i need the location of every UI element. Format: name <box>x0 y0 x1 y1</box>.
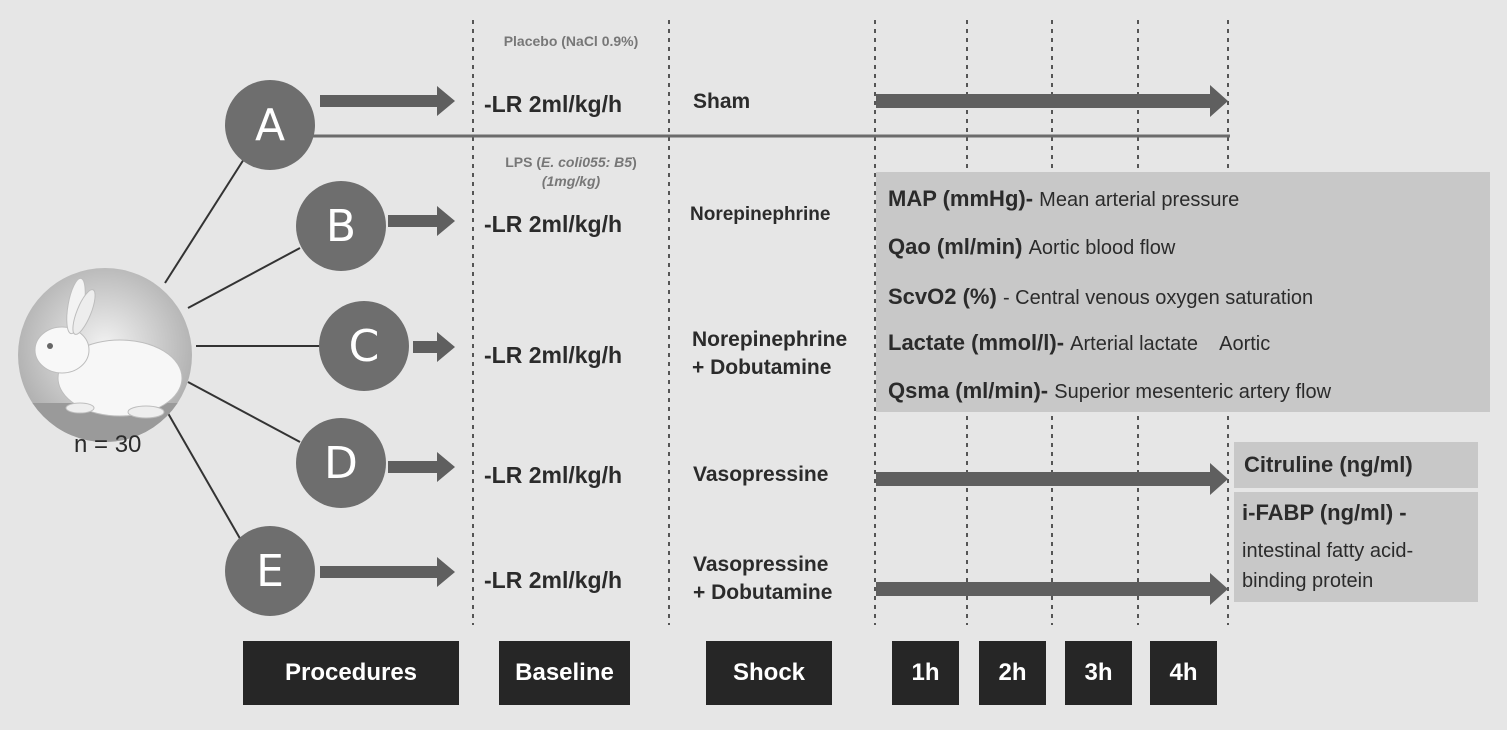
group-a-drug: Sham <box>693 90 751 113</box>
group-a-lr: -LR 2ml/kg/h <box>484 91 623 117</box>
connector-e <box>165 408 242 542</box>
phase-shock: Shock <box>706 641 832 705</box>
group-c-drug-line2: + Dobutamine <box>692 356 832 379</box>
measurement-qao-desc: Aortic blood flow <box>1028 237 1176 259</box>
phase-4h: 4h <box>1150 641 1217 705</box>
measurement-scvo2-desc: - Central venous oxygen saturation <box>1002 287 1314 309</box>
group-b-drug: Norepinephrine <box>690 204 831 225</box>
ifabp-label: i-FABP (ng/ml) - <box>1242 500 1407 525</box>
citruline-label: Citruline (ng/ml) <box>1244 452 1413 477</box>
phase-1h: 1h <box>892 641 959 705</box>
lps-label <box>478 153 664 191</box>
group-c-lr: -LR 2ml/kg/h <box>484 342 623 368</box>
measurement-map-desc: Mean arterial pressure <box>1039 189 1240 211</box>
group-d-drug: Vasopressine <box>693 463 829 486</box>
phase-2h: 2h <box>979 641 1046 705</box>
connector-b <box>188 248 300 308</box>
measurement-map <box>888 186 1239 212</box>
measurement-lactate-label: Lactate (mmol/l)- <box>888 330 1065 355</box>
lps-suffix: ) <box>632 154 637 170</box>
measurement-qsma-label: Qsma (ml/min)- <box>888 378 1049 403</box>
group-e-drug-line2: + Dobutamine <box>693 581 833 604</box>
connector-d <box>188 382 300 442</box>
group-e-lr: -LR 2ml/kg/h <box>484 567 623 593</box>
placebo-label: Placebo (NaCl 0.9%) <box>503 33 639 49</box>
measurement-qsma-desc: Superior mesenteric artery flow <box>1054 381 1332 403</box>
group-d-letter: D <box>324 437 358 489</box>
lps-strain: E. coli055: B5 <box>541 154 633 170</box>
phase-3h: 3h <box>1065 641 1132 705</box>
group-c-letter: C <box>348 320 380 372</box>
measurement-qao <box>888 234 1175 260</box>
group-c-drug-line1: Norepinephrine <box>692 328 848 351</box>
rabbit-photo <box>18 268 192 442</box>
arrow-b-baseline <box>388 206 455 236</box>
ifabp-desc-line1: intestinal fatty acid- <box>1242 540 1414 562</box>
measurement-qao-label: Qao (ml/min) <box>888 234 1023 259</box>
group-d-lr: -LR 2ml/kg/h <box>484 462 623 488</box>
lps-dose: (1mg/kg) <box>541 173 601 189</box>
group-e-drug-line1: Vasopressine <box>693 553 829 576</box>
measurement-scvo2 <box>888 284 1313 310</box>
group-a-letter: A <box>254 99 286 151</box>
sample-size-label: n = 30 <box>74 431 142 458</box>
phase-procedures: Procedures <box>243 641 459 705</box>
lps-prefix: LPS ( <box>505 154 542 170</box>
arrow-a-baseline <box>320 86 455 116</box>
measurement-lactate-desc: Arterial lactate Aortic <box>1070 333 1271 355</box>
measurement-lactate <box>888 330 1270 356</box>
phase-baseline: Baseline <box>499 641 630 705</box>
connector-a <box>165 159 244 283</box>
group-e-letter: E <box>256 545 284 597</box>
group-b-lr: -LR 2ml/kg/h <box>484 211 623 237</box>
arrow-e-baseline <box>320 557 455 587</box>
arrow-e-timeline <box>876 573 1228 605</box>
measurement-qsma <box>888 378 1331 404</box>
group-e-drug <box>693 551 832 607</box>
ifabp-desc-line2: binding protein <box>1242 570 1374 592</box>
arrow-d-baseline <box>388 452 455 482</box>
arrow-c-baseline <box>413 332 455 362</box>
group-b-letter: B <box>325 200 357 252</box>
measurement-map-label: MAP (mmHg)- <box>888 186 1034 211</box>
measurement-scvo2-label: ScvO2 (%) <box>888 284 997 309</box>
group-c-drug <box>692 326 847 382</box>
